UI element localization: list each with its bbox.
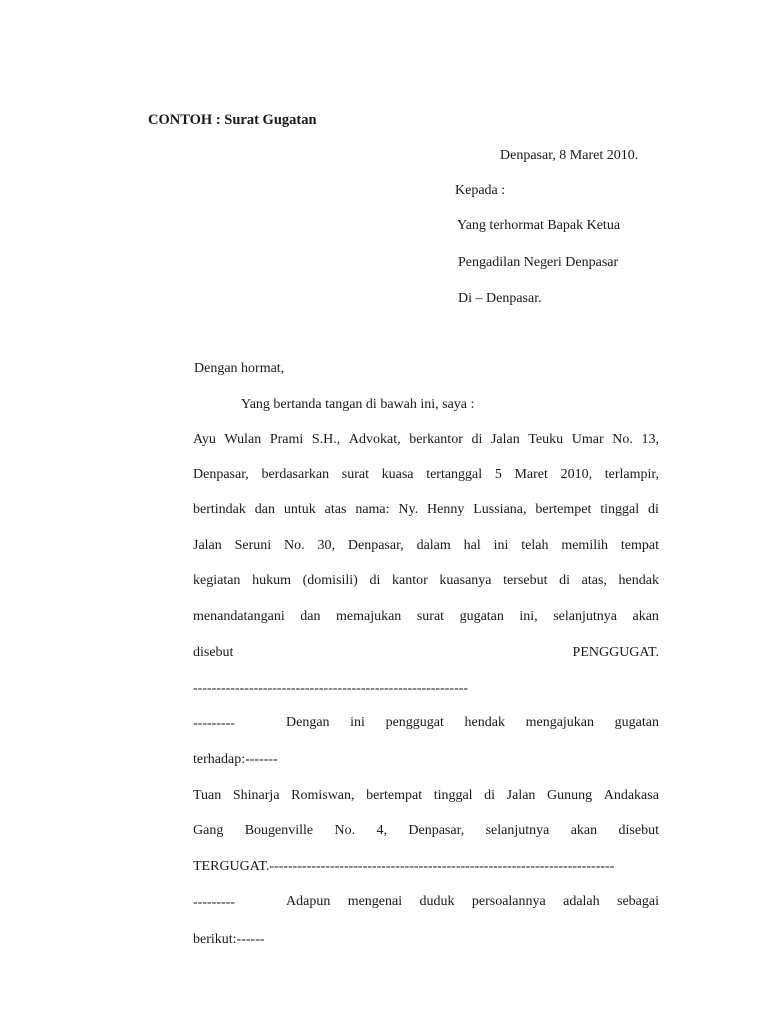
word: di bbox=[484, 788, 496, 803]
word: tinggal bbox=[433, 788, 473, 803]
paragraph3-line-1 bbox=[193, 788, 659, 806]
word: No. bbox=[284, 538, 305, 553]
paragraph3-line-3 bbox=[193, 858, 659, 876]
word: disebut bbox=[618, 823, 659, 838]
word: Jalan bbox=[490, 432, 520, 447]
recipient-line-2: Pengadilan Negeri Denpasar bbox=[458, 255, 619, 270]
word: surat bbox=[341, 467, 369, 482]
word: Advokat, bbox=[348, 432, 401, 447]
word: bertempet bbox=[535, 502, 592, 517]
word: mengenai bbox=[347, 894, 403, 909]
word: ini bbox=[493, 538, 509, 553]
paragraph1-line-1 bbox=[193, 432, 659, 450]
word: 4, bbox=[376, 823, 388, 838]
word: tinggal bbox=[600, 502, 640, 517]
paragraph1-line-3 bbox=[193, 502, 659, 520]
word: gugatan bbox=[459, 609, 504, 624]
word: di bbox=[369, 573, 381, 588]
word: Andakasa bbox=[603, 788, 659, 803]
word: kantor bbox=[392, 573, 428, 588]
word: hukum bbox=[252, 573, 291, 588]
penggugat-label: PENGGUGAT. bbox=[572, 645, 659, 660]
word: Dengan bbox=[286, 715, 330, 730]
word: untuk bbox=[283, 502, 316, 517]
word: (domisili) bbox=[302, 573, 358, 588]
word: penggugat bbox=[385, 715, 444, 730]
word: menandatangani bbox=[193, 609, 285, 624]
intro-line: Yang bertanda tangan di bawah ini, saya : bbox=[241, 397, 475, 412]
word: tertanggal bbox=[426, 467, 483, 482]
word: Tuan bbox=[193, 788, 222, 803]
word: Wulan bbox=[224, 432, 262, 447]
word: selanjutnya bbox=[553, 609, 617, 624]
paragraph1-line-7 bbox=[193, 645, 659, 663]
word: Seruni bbox=[234, 538, 272, 553]
word: sebagai bbox=[617, 894, 659, 909]
word: bertindak bbox=[193, 502, 246, 517]
word: tempat bbox=[620, 538, 659, 553]
word: Teuku bbox=[528, 432, 564, 447]
word: memilih bbox=[561, 538, 608, 553]
paragraph2-prefix-dashes: --------- bbox=[193, 716, 235, 731]
salutation: Dengan hormat, bbox=[194, 361, 285, 376]
word: Gang bbox=[193, 823, 224, 838]
word: Henny bbox=[427, 502, 465, 517]
word: persoalannya bbox=[471, 894, 546, 909]
word: Adapun bbox=[286, 894, 331, 909]
word: nama: bbox=[355, 502, 390, 517]
paragraph4-line-2: berikut:------ bbox=[193, 932, 265, 947]
word: tersebut bbox=[503, 573, 548, 588]
word: di bbox=[471, 432, 483, 447]
paragraph3-line-2 bbox=[193, 823, 659, 841]
word: Denpasar, bbox=[347, 538, 404, 553]
word: Ayu bbox=[193, 432, 216, 447]
word: terlampir, bbox=[604, 467, 659, 482]
word: gugatan bbox=[614, 715, 659, 730]
paragraph4-line-1 bbox=[286, 894, 659, 912]
word: ini bbox=[350, 715, 365, 730]
word: dalam bbox=[416, 538, 451, 553]
word: selanjutnya bbox=[485, 823, 550, 838]
word: kuasanya bbox=[439, 573, 492, 588]
word: hendak bbox=[464, 715, 505, 730]
word: Prami bbox=[269, 432, 304, 447]
word: Denpasar, bbox=[408, 823, 465, 838]
paragraph1-line-6 bbox=[193, 609, 659, 627]
word: Umar bbox=[571, 432, 604, 447]
word: kegiatan bbox=[193, 573, 241, 588]
word: 13, bbox=[641, 432, 659, 447]
word: duduk bbox=[419, 894, 455, 909]
word: hendak bbox=[618, 573, 659, 588]
paragraph1-line-2 bbox=[193, 467, 659, 485]
word: Lussiana, bbox=[473, 502, 527, 517]
word: dan bbox=[300, 609, 321, 624]
word: ini, bbox=[519, 609, 538, 624]
word: mengajukan bbox=[525, 715, 595, 730]
word: 2010, bbox=[560, 467, 593, 482]
word: atas bbox=[324, 502, 347, 517]
word: surat bbox=[416, 609, 445, 624]
word: Gunung bbox=[547, 788, 593, 803]
word: Jalan bbox=[506, 788, 536, 803]
word: di bbox=[559, 573, 570, 588]
word: Ny. bbox=[398, 502, 419, 517]
word: berdasarkan bbox=[261, 467, 330, 482]
word: adalah bbox=[563, 894, 600, 909]
date-line: Denpasar, 8 Maret 2010. bbox=[500, 148, 639, 163]
word: di bbox=[648, 502, 659, 517]
word: Bougenville bbox=[244, 823, 314, 838]
word: berkantor bbox=[409, 432, 463, 447]
word: No. bbox=[612, 432, 633, 447]
document-title: CONTOH : Surat Gugatan bbox=[148, 112, 317, 128]
word: dan bbox=[254, 502, 275, 517]
paragraph1-disebut: disebut bbox=[193, 645, 234, 660]
word: Shinarja bbox=[232, 788, 280, 803]
word: Denpasar, bbox=[193, 467, 249, 482]
word: akan bbox=[570, 823, 598, 838]
paragraph2-line-2: terhadap:------- bbox=[193, 752, 278, 767]
paragraph4-prefix-dashes: --------- bbox=[193, 895, 235, 910]
word: S.H., bbox=[311, 432, 341, 447]
tergugat-dashes: -------------------------------------------------------------------------- bbox=[269, 859, 615, 874]
recipient-line-3: Di – Denpasar. bbox=[458, 291, 542, 306]
dash-separator: ----------------------------------------------------------- bbox=[193, 681, 469, 696]
word: kuasa bbox=[381, 467, 414, 482]
recipient-line-1: Yang terhormat Bapak Ketua bbox=[457, 218, 621, 233]
word: bertempat bbox=[366, 788, 423, 803]
word: No. bbox=[334, 823, 356, 838]
word: Maret bbox=[514, 467, 548, 482]
tergugat-label: TERGUGAT. bbox=[193, 859, 270, 874]
word: Romiswan, bbox=[291, 788, 355, 803]
word: 30, bbox=[317, 538, 336, 553]
word: 5 bbox=[494, 467, 502, 482]
paragraph1-line-5 bbox=[193, 573, 659, 591]
word: Jalan bbox=[193, 538, 222, 553]
word: akan bbox=[632, 609, 659, 624]
word: hal bbox=[463, 538, 481, 553]
paragraph2-line-1 bbox=[286, 715, 659, 733]
word: atas, bbox=[581, 573, 607, 588]
recipient-kepada: Kepada : bbox=[455, 183, 506, 198]
paragraph1-line-4 bbox=[193, 538, 659, 556]
word: memajukan bbox=[336, 609, 402, 624]
word: telah bbox=[521, 538, 549, 553]
